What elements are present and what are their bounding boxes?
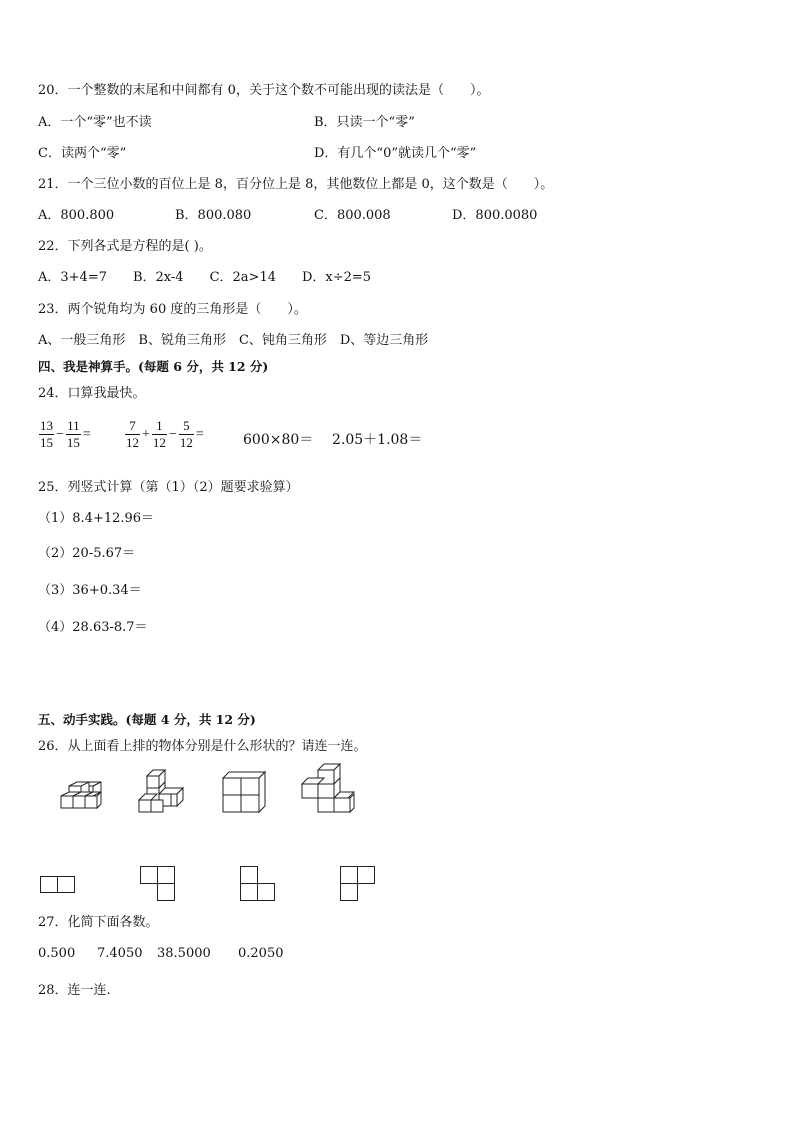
q27-number-1: 0.500	[38, 946, 76, 961]
q27-number-4: 0.2050	[238, 946, 284, 961]
top-view-3[interactable]	[240, 866, 276, 902]
top-view-4[interactable]	[340, 866, 376, 902]
fraction	[125, 418, 140, 451]
cube-figure-2[interactable]	[137, 770, 187, 818]
operator: −	[56, 426, 64, 442]
cube-figure-4[interactable]	[300, 764, 356, 818]
top-view-2[interactable]	[140, 866, 176, 902]
numerator: 5	[179, 418, 194, 435]
fraction	[66, 418, 81, 451]
equals-sign: =	[195, 426, 204, 442]
q24-stem: 24．口算我最快。	[38, 386, 146, 401]
q20-stem: 20．一个整数的末尾和中间都有 0，关于这个数不可能出现的读法是（ ）。	[38, 83, 490, 98]
fraction	[152, 418, 167, 451]
q24-expression-1	[38, 418, 92, 451]
section-5-heading: 五、动手实践。(每题 4 分，共 12 分)	[38, 712, 256, 727]
operator: −	[168, 426, 177, 442]
q20-option-c[interactable]: C．读两个“零”	[38, 146, 127, 161]
numerator: 7	[125, 418, 140, 435]
q22-options[interactable]: A．3+4=7 B．2x-4 C．2a>14 D．x÷2=5	[38, 270, 372, 285]
q25-item-2: （2）20-5.67＝	[38, 546, 136, 561]
denominator: 12	[152, 435, 166, 450]
operator: +	[142, 426, 150, 442]
q22-stem: 22．下列各式是方程的是( )。	[38, 239, 212, 254]
q21-option-c[interactable]: C．800.008	[314, 208, 391, 223]
q20-option-b[interactable]: B．只读一个“零”	[314, 115, 415, 130]
q25-item-4: （4）28.63-8.7＝	[38, 620, 148, 635]
q25-item-3: （3）36+0.34＝	[38, 583, 142, 598]
denominator: 12	[179, 435, 193, 450]
q24-expression-2	[124, 418, 205, 451]
q20-option-a[interactable]: A．一个“零”也不读	[38, 115, 152, 130]
q21-option-a[interactable]: A．800.800	[38, 208, 115, 223]
numerator: 11	[67, 418, 80, 433]
q24-expression-4: 2.05＋1.08＝	[332, 432, 423, 448]
q27-number-3: 38.5000	[157, 946, 211, 961]
q26-stem: 26．从上面看上排的物体分别是什么形状的？请连一连。	[38, 739, 367, 754]
q21-option-d[interactable]: D．800.0080	[452, 208, 538, 223]
numerator: 1	[152, 418, 167, 435]
q20-option-d[interactable]: D．有几个“0”就读几个“零”	[314, 146, 477, 161]
q21-stem: 21．一个三位小数的百位上是 8，百分位上是 8，其他数位上都是 0，这个数是（ ）。	[38, 177, 554, 192]
q27-stem: 27．化简下面各数。	[38, 915, 159, 930]
q25-stem: 25．列竖式计算（第（1）（2）题要求验算）	[38, 480, 299, 495]
q25-item-1: （1）8.4+12.96＝	[38, 511, 155, 526]
equals-sign: =	[82, 426, 91, 442]
cube-figure-3[interactable]	[221, 772, 271, 816]
q28-stem: 28．连一连.	[38, 983, 111, 998]
q21-option-b[interactable]: B．800.080	[175, 208, 252, 223]
q23-stem: 23．两个锐角均为 60 度的三角形是（ ）。	[38, 302, 307, 317]
section-4-heading: 四、我是神算手。(每题 6 分，共 12 分)	[38, 359, 269, 374]
q23-options[interactable]: A、一般三角形 B、锐角三角形 C、钝角三角形 D、等边三角形	[38, 333, 429, 348]
denominator: 15	[66, 435, 80, 450]
q27-number-2: 7.4050	[97, 946, 143, 961]
denominator: 12	[126, 435, 139, 450]
fraction	[179, 418, 194, 451]
q24-expression-3: 600×80＝	[243, 432, 314, 448]
cube-figure-1[interactable]	[55, 782, 105, 818]
top-view-1[interactable]	[40, 876, 76, 894]
numerator: 13	[40, 418, 53, 433]
denominator: 15	[40, 435, 53, 450]
fraction	[39, 418, 54, 451]
